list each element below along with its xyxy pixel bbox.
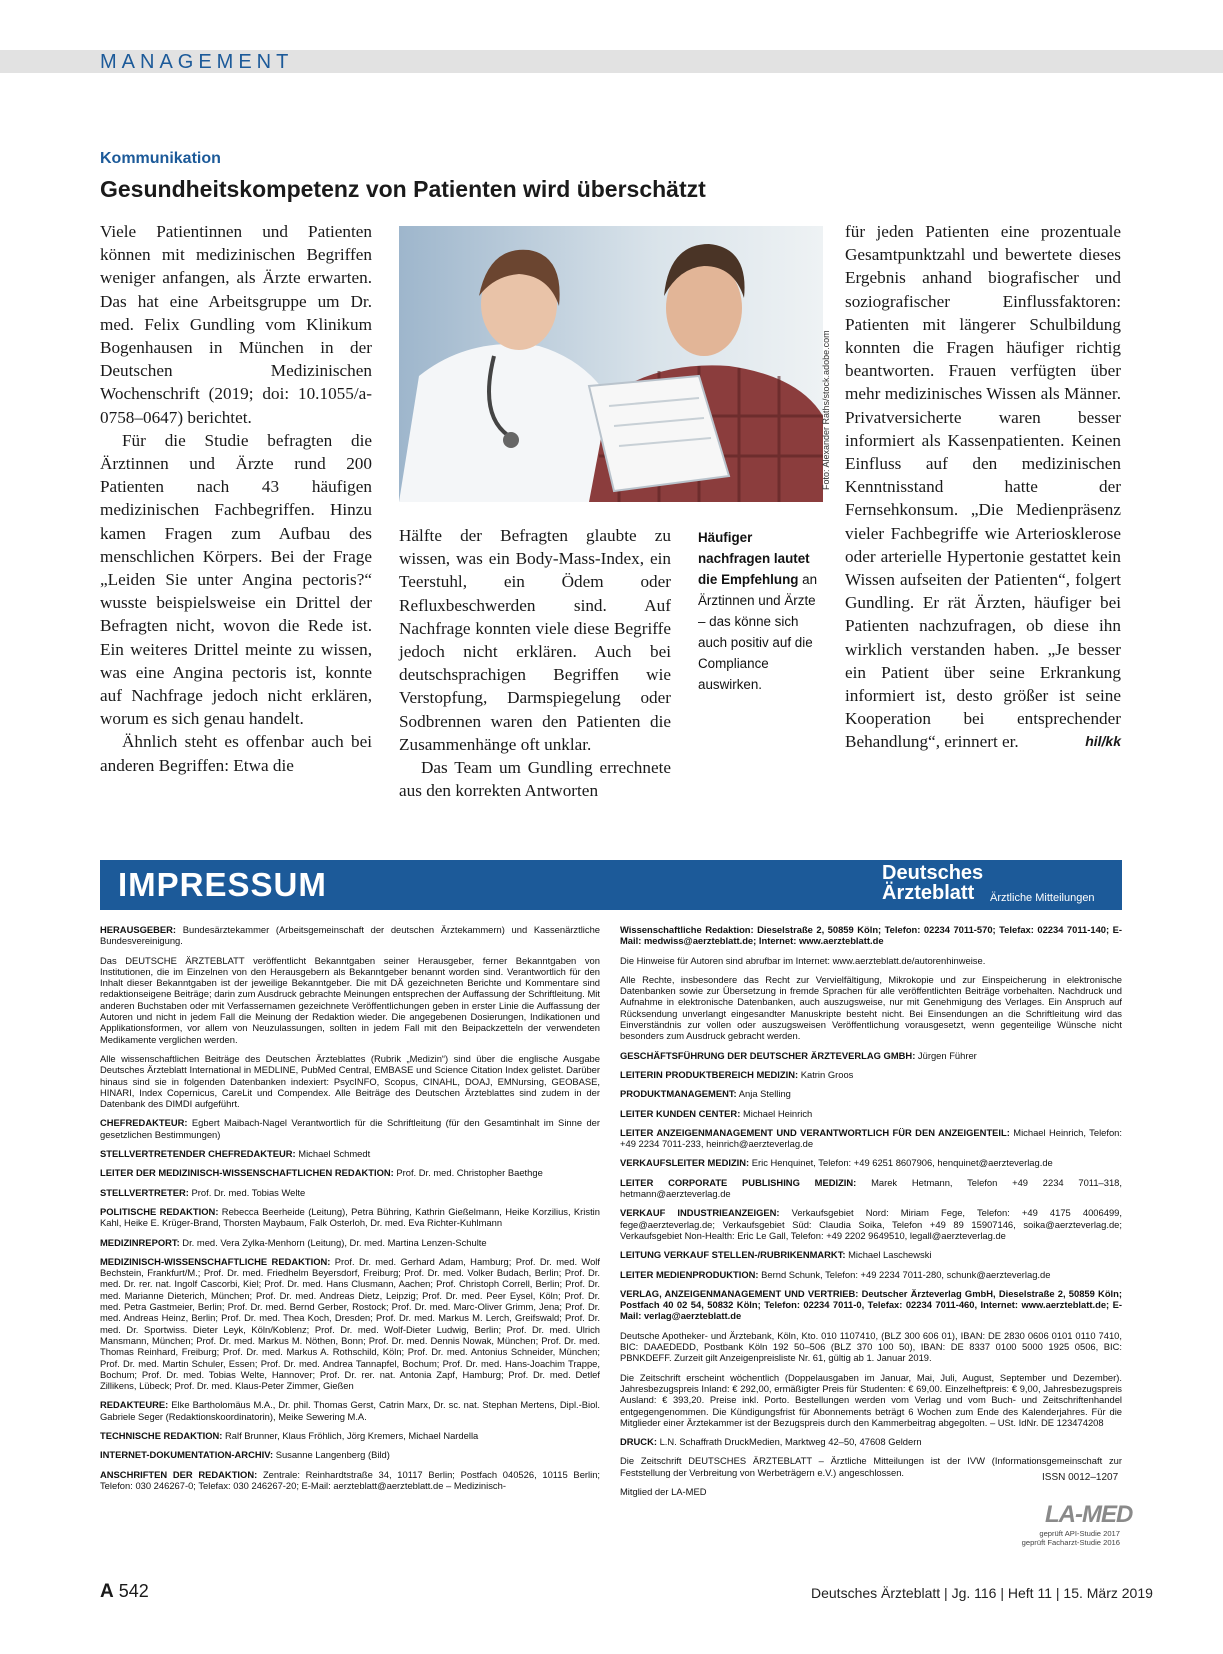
impressum-label: LEITERIN PRODUKTBEREICH MEDIZIN: <box>620 1068 799 1080</box>
impressum-entry <box>620 1436 1122 1447</box>
impressum-label: LEITER ANZEIGENMANAGEMENT UND VERANTWORTLICH FÜR DEN ANZEIGENTEIL: <box>620 1126 1010 1138</box>
impressum-entry <box>100 1237 600 1248</box>
impressum-label: VERKAUF INDUSTRIEANZEIGEN: <box>620 1207 780 1219</box>
la-med-logo: LA-MED <box>1045 1501 1133 1528</box>
impressum-label: POLITISCHE REDAKTION: <box>100 1205 219 1217</box>
impressum-label: STELLVERTRETER: <box>100 1186 189 1198</box>
impressum-text: Dr. med. Vera Zylka-Menhorn (Leitung), Dr. med. Martina Lenzen-Schulte <box>182 1236 487 1248</box>
impressum-text: Wissenschaftliche Redaktion: Dieselstraße 2, 50859 Köln; Telefon: 02234 7011-570; Telefax: 02234 7011-140; E-Mail: medwiss@aerzteblatt.de; Internet: www.aerzteblatt.de <box>620 924 1122 947</box>
impressum-entry <box>100 1187 600 1198</box>
impressum-entry <box>620 1127 1122 1150</box>
impressum-label: LEITER KUNDEN CENTER: <box>620 1107 741 1119</box>
impressum-text: Die Zeitschrift erscheint wöchentlich (Doppelausgaben im Januar, Mai, Juli, August, September und Dezember). Jahresbezugspreis Inland: € 292,00, ermäßigter Preis für Studenten: € 69,00. Einzelheftpreis: € 9,00, Jahresbezugspreis Ausland: € 393,20. Preise inkl. Porto. Bestellungen werden vom Verlag und vom Buch- und Zeitschriftenhandel entgegengenommen. Die Kündigungsfrist für Abonnements beträgt 6 Wochen zum Ende des Kalenderjahres. Für die Mitglieder einer Ärztekammer ist der Bezugspreis durch den Kammerbeitrag abgegolten. – USt. IdNr. DE 123474208 <box>620 1371 1122 1428</box>
impressum-text: Eric Henquinet, Telefon: +49 6251 8607906, henquinet@aerzteverlag.de <box>751 1157 1053 1169</box>
impressum-entry <box>100 1148 600 1159</box>
impressum-entry <box>620 1088 1122 1099</box>
impressum-entry <box>100 924 600 947</box>
impressum-text: Elke Bartholomäus M.A., Dr. phil. Thomas Gerst, Catrin Marx, Dr. sc. nat. Stephan Mertens, Dipl.-Biol. Gabriele Seger (Redaktionskoordinatorin), Meike Sewering M.A. <box>100 1399 600 1422</box>
impressum-text: Egbert Maibach-Nagel Verantwortlich für die Schriftleitung (für den Gesamtinhalt im Sinne der gesetzlichen Bestimmungen) <box>100 1117 600 1140</box>
impressum-label: DRUCK: <box>620 1436 657 1448</box>
impressum-entry <box>100 955 600 1045</box>
impressum-text: Alle Rechte, insbesondere das Recht zur Vervielfältigung, Mikrokopie und zur Einspeicherung in elektronische Datenbanken sowie zur Übersetzung in fremde Sprachen für alle veröffentlichten Beiträge vorbehalten. Nachdruck und Aufnahme in elektronische Datenbanken, auch auszugsweise, nur mit Genehmigung des Verlages. Ein Anspruch auf Rücksendung unverlangt eingesandter Manuskripte besteht nicht. Bei Einsendungen an die Schriftleitung wird das Einverständnis zur vollen oder auszugsweisen Veröffentlichung vorausgesetzt, wenn gegenteilige Wünsche nicht besonders zum Ausdruck gebracht werden. <box>620 973 1122 1042</box>
section-label: MANAGEMENT <box>100 51 294 73</box>
impressum-entry <box>620 1249 1122 1260</box>
article-column-3 <box>845 220 1121 754</box>
la-med-subtitle: geprüft API-Studie 2017 geprüft Facharzt-Studie 2016 <box>1021 1529 1120 1547</box>
impressum-label: LEITER CORPORATE PUBLISHING MEDIZIN: <box>620 1176 857 1188</box>
impressum-title: IMPRESSUM <box>118 866 327 903</box>
impressum-text: Prof. Dr. med. Tobias Welte <box>191 1186 306 1198</box>
impressum-text: Die Zeitschrift DEUTSCHES ÄRZTEBLATT – Ärztliche Mitteilungen ist der IVW (Informationsgemeinschaft zur Feststellung der Verbreitung von Werbeträgern e.V.) angeschlossen. <box>620 1455 1122 1478</box>
impressum-entry <box>620 1069 1122 1080</box>
impressum-text: Ralf Brunner, Klaus Fröhlich, Jörg Kremers, Michael Nardella <box>225 1429 479 1441</box>
impressum-entry <box>620 1050 1122 1061</box>
caption-text: an Ärztinnen und Ärzte – das könne sich auch positiv auf die Compliance auswirken. <box>698 572 818 692</box>
impressum-entry <box>620 1207 1122 1241</box>
impressum-text: Mitglied der LA-MED <box>620 1485 707 1497</box>
article-headline: Gesundheitskompetenz von Patienten wird überschätzt <box>100 176 706 202</box>
impressum-entry <box>620 924 1122 947</box>
impressum-text: Jürgen Führer <box>917 1049 977 1061</box>
impressum-entry <box>100 1399 600 1422</box>
impressum-label: LEITUNG VERKAUF STELLEN-/RUBRIKENMARKT: <box>620 1249 846 1261</box>
impressum-text: Prof. Dr. med. Gerhard Adam, Hamburg; Prof. Dr. med. Wolf Bechstein, Frankfurt/M.; Prof. Dr. med. Friedhelm Beyersdorf, Freiburg; Prof. Dr. med. Volker Budach, Berlin; Prof. Dr. med. Dr. rer. nat. Ingolf Cascorbi, Kiel; Prof. Dr. med. Hans Clusmann, Aachen; Prof. Christoph Correll, Berlin; Prof. Dr. med. Marianne Dieterich, München; Prof. Dr. med. Andreas Dietz, Leipzig; Prof. Dr. med. Peer Eysel, Köln; Prof. Dr. med. Petra Gastmeier, Berlin; Prof. Dr. med. Bernd Gerber, Rostock; Prof. Dr. med. Marc-Oliver Grimm, Jena; Prof. Dr. med. Andreas Heinz, Berlin; Prof. Dr. med. Thea Koch, Dresden; Prof. Dr. med. Markus M. Lerch, Greifswald; Prof. Dr. med. Dr. Sportwiss. Dieter Leyk, Köln/Koblenz; Prof. Dr. med. Wolf-Dieter Ludwig, Berlin; Prof. Dr. med. Ulrich Mansmann, München; Prof. Dr. med. Markus M. Nöthen, Bonn; Prof. Dr. med. Dennis Nowak, München; Prof. Dr. med. Thomas Reinhard, Freiburg; Prof. Dr. med. Markus A. Rothschild, Köln; Prof. Dr. med. Antonius Schneider, München; Prof. Dr. med. Martin Schuler, Essen; Prof. Dr. med. Andrea Tannapfel, Bochum; Prof. Dr. med. Hans-Joachim Trappe, Bochum; Prof. Dr. med. Tobias Welte, Hannover; Prof. Dr. rer. nat. Antonia Zapf, Hamburg; Prof. Dr. med. Detlef Zillikens, Lübeck; Prof. Dr. med. Klaus-Peter Zimmer, Gießen <box>100 1255 600 1392</box>
impressum-entry <box>620 974 1122 1042</box>
impressum-label: CHEFREDAKTEUR: <box>100 1117 188 1129</box>
impressum-label: LEITER MEDIENPRODUKTION: <box>620 1268 759 1280</box>
impressum-text: Verkaufsgebiet Nord: Miriam Fege, Telefon: +49 4175 4006499, fege@aerzteverlag.de; Verkaufsgebiet Süd: Claudia Soika, Telefon +49 89 15907146, soika@aerzteverlag.de; Verkaufsgebiet Non-Health: Eric Le Gall, Telefon: +49 2202 9649510, legall@aerzteverlag.de <box>620 1207 1122 1241</box>
impressum-text: Die Hinweise für Autoren sind abrufbar im Internet: www.aerzteblatt.de/autorenhinweise. <box>620 954 986 966</box>
article-signoff: hil/kk <box>1085 733 1121 750</box>
impressum-entry <box>620 1372 1122 1428</box>
impressum-text: Rebecca Beerheide (Leitung), Petra Bühring, Kathrin Gießelmann, Heike Korzilius, Kristin Kahl, Heike E. Krüger-Brand, Thorsten Maybaum, Falk Osterloh, Dr. med. Eva Richter-Kuhlmann <box>100 1205 600 1229</box>
impressum-text: Katrin Groos <box>800 1068 854 1080</box>
impressum-text: L.N. Schaffrath DruckMedien, Marktweg 42–50, 47608 Geldern <box>659 1436 922 1448</box>
issn: ISSN 0012–1207 <box>1042 1472 1119 1483</box>
image-caption <box>698 527 826 695</box>
impressum-entry <box>620 955 1122 966</box>
impressum-entry <box>100 1053 600 1109</box>
paragraph: Hälfte der Befragten glaubte zu wissen, was ein Body-Mass-Index, ein Teerstuhl, ein Ödem oder Refluxbeschwerden sind. Auf Nachfrage konnten viele diese Begriffe jedoch nicht erklären. Auch bei deutschsprachigen Begriffen wie Verstopfung, Darmspiegelung oder Sodbrennen waren den Patienten die Zusammenhänge oft unklar. <box>399 526 671 754</box>
impressum-label: PRODUKTMANAGEMENT: <box>620 1088 737 1100</box>
impressum-text: Zentrale: Reinhardtstraße 34, 10117 Berlin; Postfach 040526, 10115 Berlin; Telefon: 030 246267-0; Telefax: 030 246267-20; E-Mail: aerzteblatt@aerzteblatt.de – Medizinisch- <box>100 1468 601 1491</box>
impressum-entry <box>620 1288 1122 1322</box>
paragraph: Das Team um Gundling errechnete aus den korrekten Antworten <box>399 758 671 801</box>
logo-line-2: Ärzteblatt <box>882 882 975 904</box>
paragraph: Ähnlich steht es offenbar auch bei anderen Begriffen: Etwa die <box>100 732 372 775</box>
impressum-label: INTERNET-DOKUMENTATION-ARCHIV: <box>100 1449 274 1461</box>
impressum-text: Bernd Schunk, Telefon: +49 2234 7011-280, schunk@aerzteverlag.de <box>761 1268 1051 1280</box>
impressum-text: Deutscher Ärzteverlag GmbH, Dieselstraße 2, 50859 Köln; Postfach 40 02 54, 50832 Köln; Telefon: 02234 7011-0, Telefax: 02234 7011-460, Internet: www.aerzteblatt.de; E-Mail: verlag@aerzteblatt.de <box>620 1287 1123 1322</box>
impressum-entry <box>620 1486 1122 1497</box>
impressum-text: Michael Heinrich <box>742 1107 813 1119</box>
impressum-text: Susanne Langenberg (Bild) <box>275 1449 390 1461</box>
impressum-text: Anja Stelling <box>738 1088 791 1100</box>
impressum-label: ANSCHRIFTEN DER REDAKTION: <box>100 1468 258 1480</box>
impressum-label: LEITER DER MEDIZINISCH-WISSENSCHAFTLICHEN REDAKTION: <box>100 1167 394 1179</box>
impressum-label: VERKAUFSLEITER MEDIZIN: <box>620 1157 750 1169</box>
logo-line-1: Deutsches <box>882 862 984 884</box>
impressum-label: MEDIZINREPORT: <box>100 1236 180 1248</box>
impressum-entry <box>620 1269 1122 1280</box>
logo-subtitle: Ärztliche Mitteilungen <box>990 892 1095 904</box>
impressum-label: VERLAG, ANZEIGENMANAGEMENT UND VERTRIEB: <box>620 1287 859 1299</box>
impressum-label: GESCHÄFTSFÜHRUNG DER DEUTSCHER ÄRZTEVERLAG GMBH: <box>620 1049 916 1061</box>
impressum-entry <box>100 1469 600 1492</box>
impressum-text: Bundesärztekammer (Arbeitsgemeinschaft der deutschen Ärztekammern) und Kassenärztliche Bundesvereinigung. <box>100 924 600 947</box>
impressum-text: Prof. Dr. med. Christopher Baethge <box>396 1167 543 1179</box>
page-number: A 542 <box>100 1581 149 1602</box>
paragraph: für jeden Patienten eine prozentuale Gesamtpunktzahl und bewertete dieses Ergebnis anhand biografischer und soziografischer Einflussfaktoren: Patienten mit längerer Schulbildung konnten die Fragen häufiger richtig beantworten. Frauen verfügten über mehr medizinisches Wissen als Männer. Privatversicherte waren besser informiert als Kassenpatienten. Keinen Einfluss auf den medizinischen Kenntnisstand hatte der Fernsehkonsum. „Die Medienpräsenz vieler Fachbegriffe wie Arteriosklerose oder arterielle Hypertonie gestattet kein Wissen aufseiten der Patienten“, folgert Gundling. Er rät Ärzten, häufiger bei Patienten nachzufragen, ob diese ihn wirklich verstanden haben. „Je besser ein Patient über seine Erkrankung informiert ist, desto größer ist seine Kooperation bei entsprechender Behandlung“, erinnert er. hil/kk <box>845 220 1121 754</box>
journal-footer: Deutsches Ärzteblatt | Jg. 116 | Heft 11 | 15. März 2019 <box>811 1585 1153 1601</box>
paragraph: Viele Patientinnen und Patienten können mit medizinischen Begriffen weniger anfangen, als Ärzte erwarten. Das hat eine Arbeitsgruppe um Dr. med. Felix Gundling vom Klinikum Bogenhausen in München in der Deutschen Medizinischen Wochenschrift (2019; doi: 10.1055/a-0758–0647) berichtet. <box>100 222 372 427</box>
impressum-entry <box>100 1449 600 1460</box>
article-kicker: Kommunikation <box>100 150 221 167</box>
impressum-entry <box>620 1108 1122 1119</box>
impressum-entry <box>620 1157 1122 1168</box>
impressum-entry <box>620 1330 1122 1364</box>
impressum-text: Alle wissenschaftlichen Beiträge des Deutschen Ärzteblattes (Rubrik „Medizin“) sind über die englische Ausgabe Deutsches Ärzteblatt International in MEDLINE, PubMed Central, EMBASE und Science Citation Index gelistet. Darüber hinaus sind sie in folgenden Datenbanken indexiert: PsycINFO, Scopus, CINAHL, DOAJ, EMNursing, GEOBASE, HINARI, Index Copernicus, CareLit und Compendex. Alle Beiträge des Deutschen Ärzteblattes sind zudem in der Datenbank des DIMDI aufgeführt. <box>100 1052 600 1110</box>
impressum-label: MEDIZINISCH-WISSENSCHAFTLICHE REDAKTION: <box>100 1255 331 1267</box>
impressum-entry <box>100 1256 600 1392</box>
impressum-text: Deutsche Apotheker- und Ärztebank, Köln, Kto. 010 1107410, (BLZ 300 606 01), IBAN: DE 2830 0606 0101 0110 7410, BIC: DAAEDEDD, Postbank Köln 192 50–506 (BLZ 370 100 50), IBAN: DE 8337 0100 5000 1925 0506, BIC: PBNKDEFF. Zurzeit gilt Anzeigenpreisliste Nr. 61, gültig ab 1. Januar 2019. <box>620 1329 1122 1364</box>
impressum-entry <box>100 1206 600 1229</box>
impressum-entry <box>620 1177 1122 1200</box>
impressum-text: Michael Schmedt <box>298 1148 371 1160</box>
article-column-1 <box>100 220 372 777</box>
impressum-entry <box>100 1117 600 1140</box>
caption-bold: Häufiger nachfragen lautet die Empfehlung <box>698 530 810 587</box>
article-photo <box>399 226 823 502</box>
impressum-left-column <box>100 924 600 1499</box>
impressum-text: Marek Hetmann, Telefon +49 2234 7011–318, hetmann@aerzteverlag.de <box>620 1176 1122 1200</box>
impressum-text: Michael Laschewski <box>848 1249 932 1261</box>
photo-credit: Foto: Alexander Raths/stock.adobe.com <box>821 330 831 490</box>
impressum-entry <box>100 1167 600 1178</box>
impressum-right-column <box>620 924 1122 1505</box>
impressum-entry <box>100 1430 600 1441</box>
impressum-label: TECHNISCHE REDAKTION: <box>100 1429 223 1441</box>
paragraph: Für die Studie befragten die Ärztinnen und Ärzte rund 200 Patienten nach 43 häufigen medizinischen Fachbegriffen. Hinzu kamen Fragen zum Aufbau des menschlichen Körpers. Bei der Frage „Leiden Sie unter Angina pectoris?“ wusste beispielsweise ein Drittel der Befragten nicht, wovon die Rede ist. Ein weiteres Drittel meinte zu wissen, was eine Angina pectoris ist, konnte auf Nachfrage jedoch nicht erklären, worum es sich genau handelt. <box>100 430 372 729</box>
impressum-label: HERAUSGEBER: <box>100 924 177 935</box>
impressum-label: STELLVERTRETENDER CHEFREDAKTEUR: <box>100 1148 296 1160</box>
impressum-text: Das DEUTSCHE ÄRZTEBLATT veröffentlicht Bekanntgaben seiner Herausgeber, ferner Bekanntgaben von Institutionen, die im Einzelnen von den Herausgebern als Bekanntgeber benannt worden sind. Verantwortlich für den Inhalt dieser Bekanntgaben ist der jeweilige Bekanntgeber. Die mit DÄ gezeichneten Berichte und Kommentare sind redaktionseigene Beiträge; darin zum Ausdruck gebrachte Meinungen entsprechen der Auffassung der Schriftleitung. Mit anderen Buchstaben oder mit Verfassernamen gezeichnete Veröffentlichungen geben in erster Linie die Auffassung der Autoren und nicht in jedem Fall die Meinung der Redaktion wieder. Die angegebenen Dosierungen, Indikationen und Applikationsformen, vor allem von Neuzulassungen, sollten in jedem Fall mit den Beipackzetteln der verwendeten Medikamente verglichen werden. <box>100 954 600 1045</box>
article-column-2 <box>399 524 671 802</box>
impressum-label: REDAKTEURE: <box>100 1399 169 1411</box>
impressum-text: Michael Heinrich, Telefon: +49 2234 7011-233, heinrich@aerzteverlag.de <box>620 1126 1123 1150</box>
